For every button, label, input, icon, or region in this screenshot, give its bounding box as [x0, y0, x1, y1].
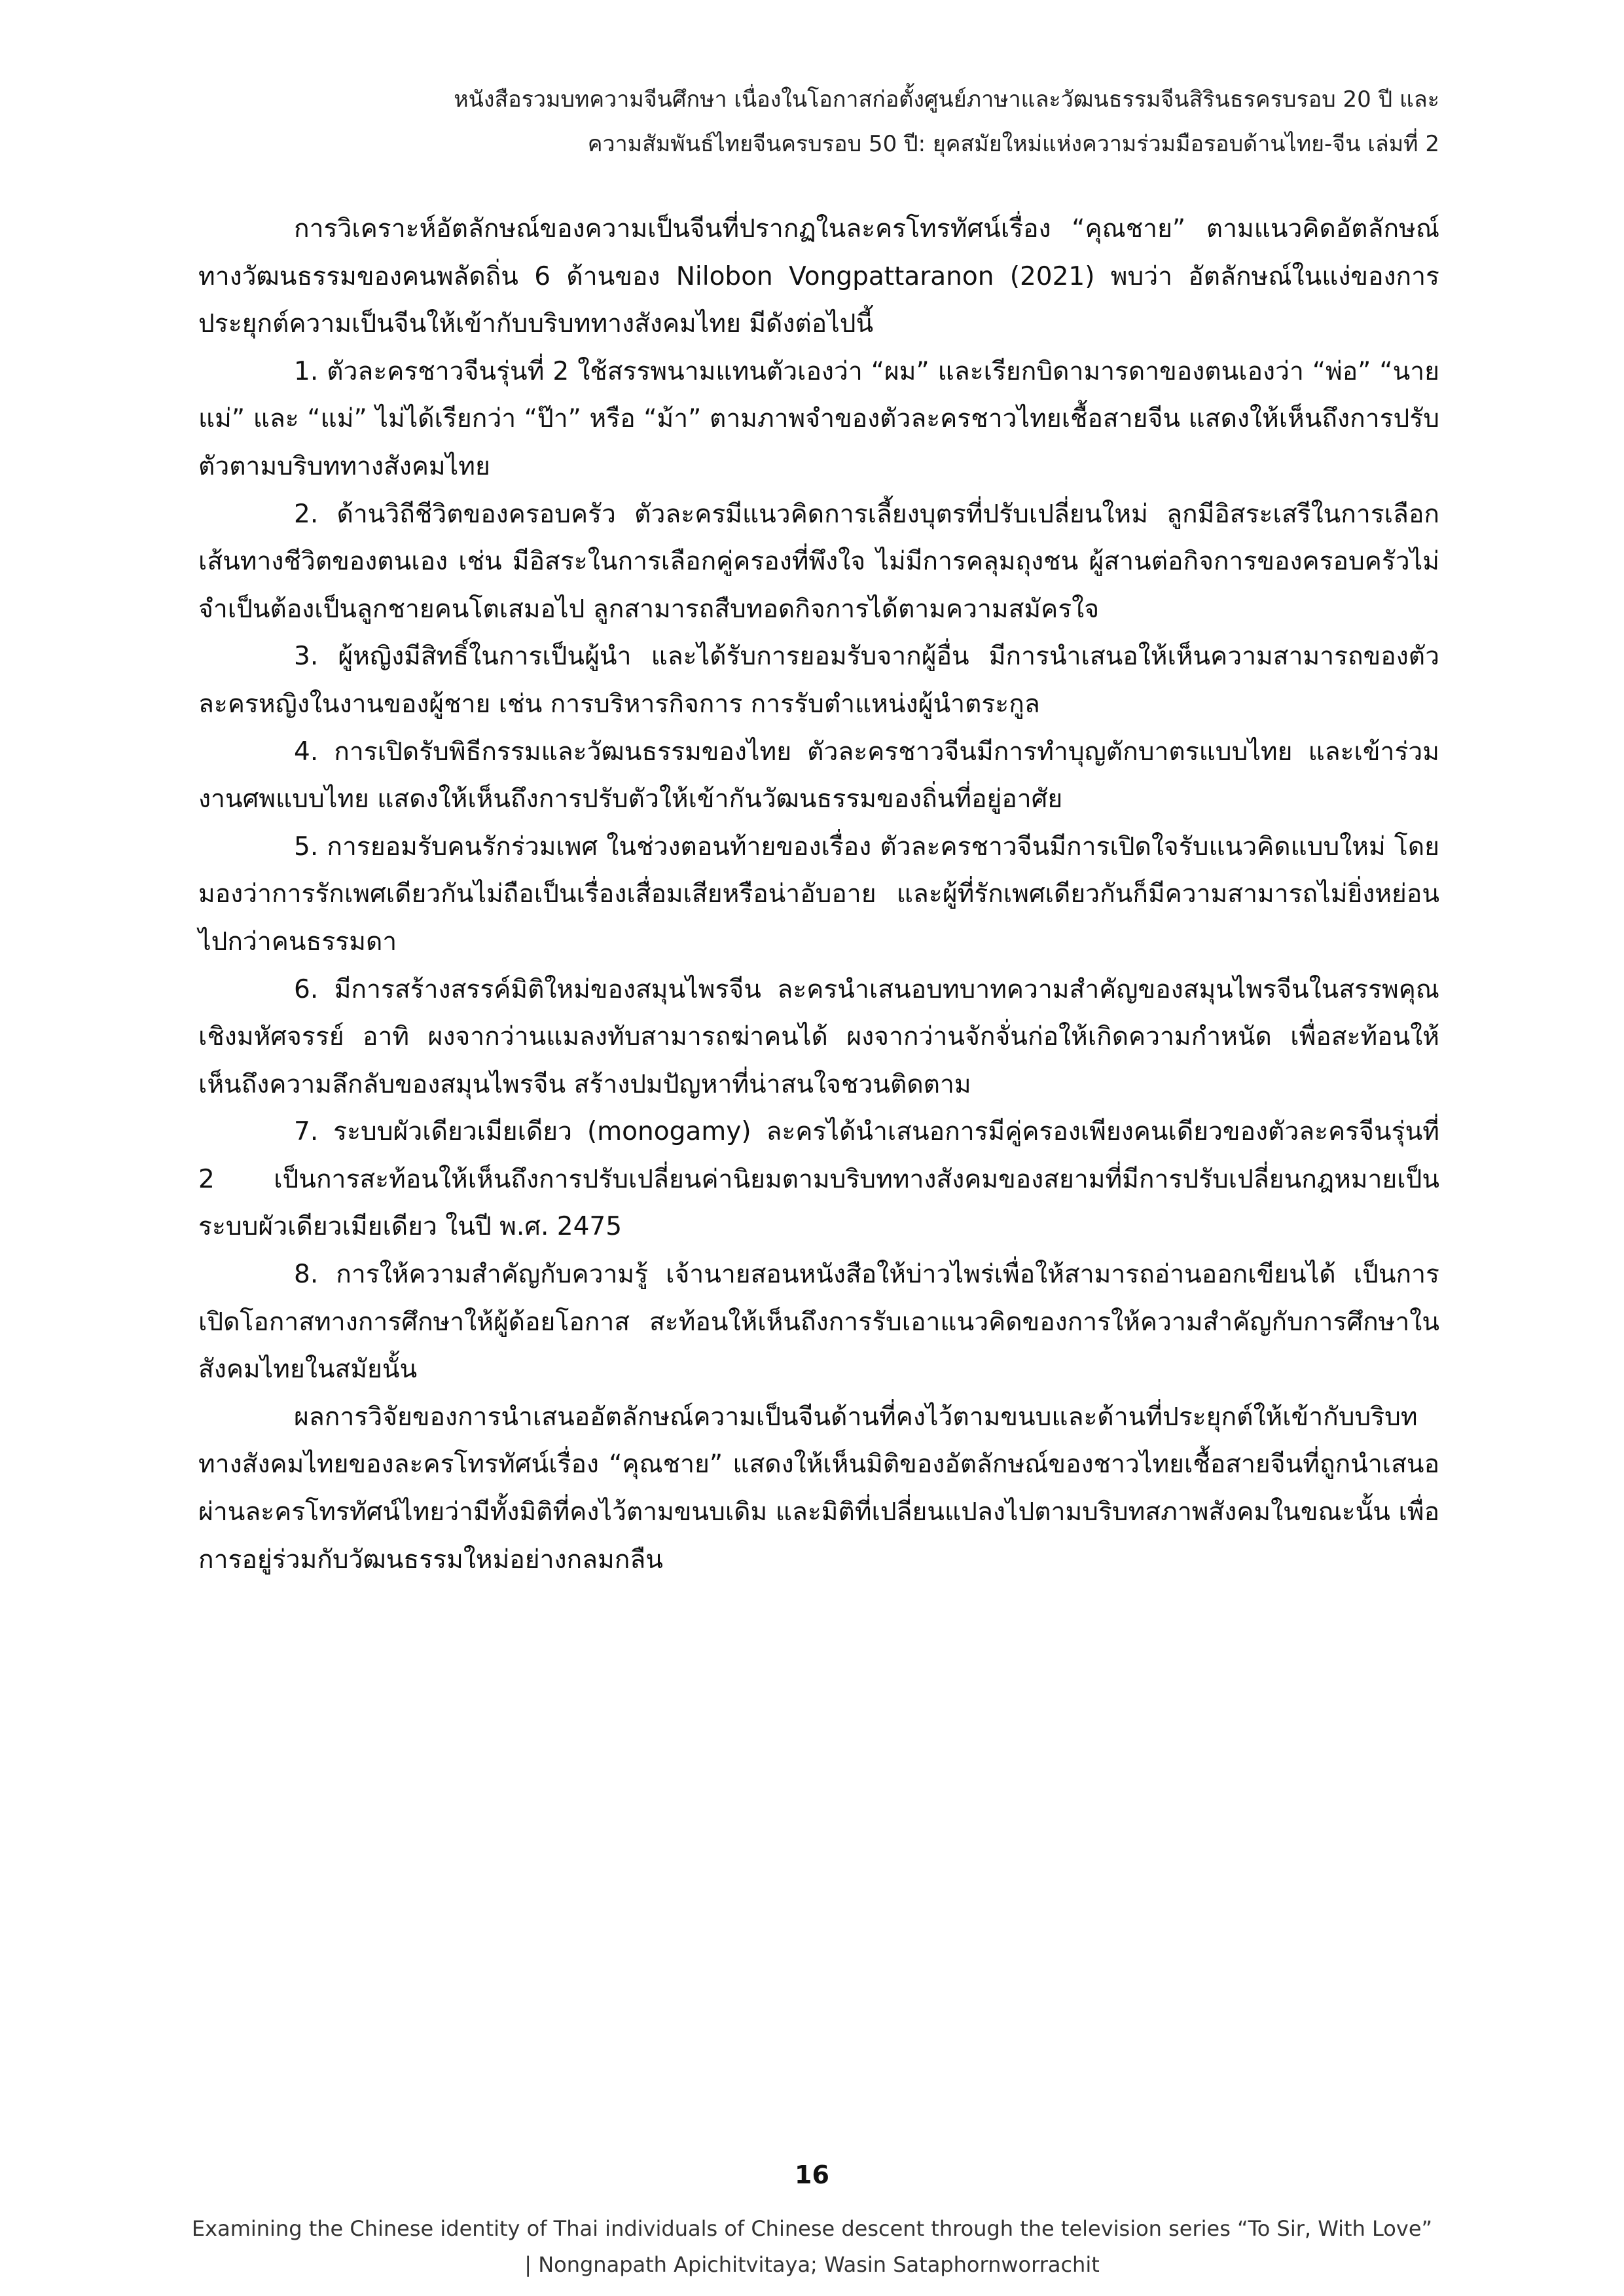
footer-authors: | Nongnapath Apichitvitaya; Wasin Sataphornworrachit — [524, 2252, 1100, 2277]
paragraph-item-2: 2. ด้านวิถีชีวิตของครอบครัว ตัวละครมีแนวคิดการเลี้ยงบุตรที่ปรับเปลี่ยนใหม่ ลูกมีอิสระเสรีในการเลือกเส้นทางชีวิตของตนเอง เช่น มีอิสระในการเลือกคู่ครองที่พึงใจ ไม่มีการคลุมถุงชน ผู้สานต่อกิจการของครอบครัวไม่จำเป็นต้องเป็นลูกชายคนโตเสมอไป ลูกสามารถสืบทอดกิจการได้ตามความสมัครใจ — [198, 499, 1439, 624]
paragraph-item-1: 1. ตัวละครชาวจีนรุ่นที่ 2 ใช้สรรพนามแทนตัวเองว่า “ผม” และเรียกบิดามารดาของตนเองว่า “พ่อ” “นายแม่” และ “แม่” ไม่ได้เรียกว่า “ป๊า” หรือ “ม้า” ตามภาพจำของตัวละครชาวไทยเชื้อสายจีน แสดงให้เห็นถึงการปรับตัวตามบริบททางสังคมไทย — [198, 356, 1439, 481]
footer-title: Examining the Chinese identity of Thai individuals of Chinese descent through the television series “To Sir, With Love” — [191, 2216, 1433, 2241]
header-line-1: หนังสือรวมบทความจีนศึกษา เนื่องในโอกาสก่อตั้งศูนย์ภาษาและวัฒนธรรมจีนสิรินธรครบรอบ 20 ปี และ — [454, 86, 1439, 113]
header-line-2: ความสัมพันธ์ไทยจีนครบรอบ 50 ปี: ยุคสมัยใหม่แห่งความร่วมมือรอบด้านไทย-จีน เล่มที่ 2 — [587, 131, 1439, 157]
paragraph-item-6: 6. มีการสร้างสรรค์มิติใหม่ของสมุนไพรจีน ละครนำเสนอบทบาทความสำคัญของสมุนไพรจีนในสรรพคุณเชิงมหัศจรรย์ อาทิ ผงจากว่านแมลงทับสามารถฆ่าคนได้ ผงจากว่านจักจั่นก่อให้เกิดความกำหนัด เพื่อสะท้อนให้เห็นถึงความลึกลับของสมุนไพรจีน สร้างปมปัญหาที่น่าสนใจชวนติดตาม — [198, 974, 1439, 1099]
paragraph-item-4: 4. การเปิดรับพิธีกรรมและวัฒนธรรมของไทย ตัวละครชาวจีนมีการทำบุญตักบาตรแบบไทย และเข้าร่วมงานศพแบบไทย แสดงให้เห็นถึงการปรับตัวให้เข้ากันวัฒนธรรมของถิ่นที่อยู่อาศัย — [198, 737, 1439, 814]
paragraph-item-5: 5. การยอมรับคนรักร่วมเพศ ในช่วงตอนท้ายของเรื่อง ตัวละครชาวจีนมีการเปิดใจรับแนวคิดแบบใหม่ โดยมองว่าการรักเพศเดียวกันไม่ถือเป็นเรื่องเสื่อมเสียหรือน่าอับอาย และผู้ที่รักเพศเดียวกันก็มีความสามารถไม่ยิ่งหย่อนไปกว่าคนธรรมดา — [198, 831, 1439, 957]
paragraph-item-3: 3. ผู้หญิงมีสิทธิ์ในการเป็นผู้นำ และได้รับการยอมรับจากผู้อื่น มีการนำเสนอให้เห็นความสามารถของตัวละครหญิงในงานของผู้ชาย เช่น การบริหารกิจการ การรับตำแหน่งผู้นำตระกูล — [198, 642, 1439, 719]
body-text — [198, 206, 1439, 1584]
paragraph-intro: การวิเคราะห์อัตลักษณ์ของความเป็นจีนที่ปรากฏในละครโทรทัศน์เรื่อง “คุณชาย” ตามแนวคิดอัตลักษณ์ทางวัฒนธรรมของคนพลัดถิ่น 6 ด้านของ Nilobon Vongpattaranon (2021) พบว่า อัตลักษณ์ในแง่ของการประยุกต์ความเป็นจีนให้เข้ากับบริบททางสังคมไทย มีดังต่อไปนี้ — [198, 214, 1439, 339]
paragraph-item-7: 7. ระบบผัวเดียวเมียเดียว (monogamy) ละครได้นำเสนอการมีคู่ครองเพียงคนเดียวของตัวละครจีนรุ่นที่ 2 เป็นการสะท้อนให้เห็นถึงการปรับเปลี่ยนค่านิยมตามบริบททางสังคมของสยามที่มีการปรับเปลี่ยนกฎหมายเป็นระบบผัวเดียวเมียเดียว ในปี พ.ศ. 2475 — [198, 1117, 1439, 1242]
running-header — [196, 77, 1439, 166]
paragraph-item-8: 8. การให้ความสำคัญกับความรู้ เจ้านายสอนหนังสือให้บ่าวไพร่เพื่อให้สามารถอ่านออกเขียนได้ เป็นการเปิดโอกาสทางการศึกษาให้ผู้ด้อยโอกาส สะท้อนให้เห็นถึงการรับเอาแนวคิดของการให้ความสำคัญกับการศึกษาในสังคมไทยในสมัยนั้น — [198, 1260, 1439, 1385]
paragraph-conclusion: ผลการวิจัยของการนำเสนออัตลักษณ์ความเป็นจีนด้านที่คงไว้ตามขนบและด้านที่ประยุกต์ให้เข้ากับบริบททางสังคมไทยของละครโทรทัศน์เรื่อง “คุณชาย” แสดงให้เห็นมิติของอัตลักษณ์ของชาวไทยเชื้อสายจีนที่ถูกนำเสนอผ่านละครโทรทัศน์ไทยว่ามีทั้งมิติที่คงไว้ตามขนบเดิม และมิติที่เปลี่ยนแปลงไปตามบริบทสภาพสังคมในขณะนั้น เพื่อการอยู่ร่วมกับวัฒนธรรมใหม่อย่างกลมกลืน — [198, 1402, 1439, 1575]
page-number: 16 — [795, 2160, 829, 2189]
